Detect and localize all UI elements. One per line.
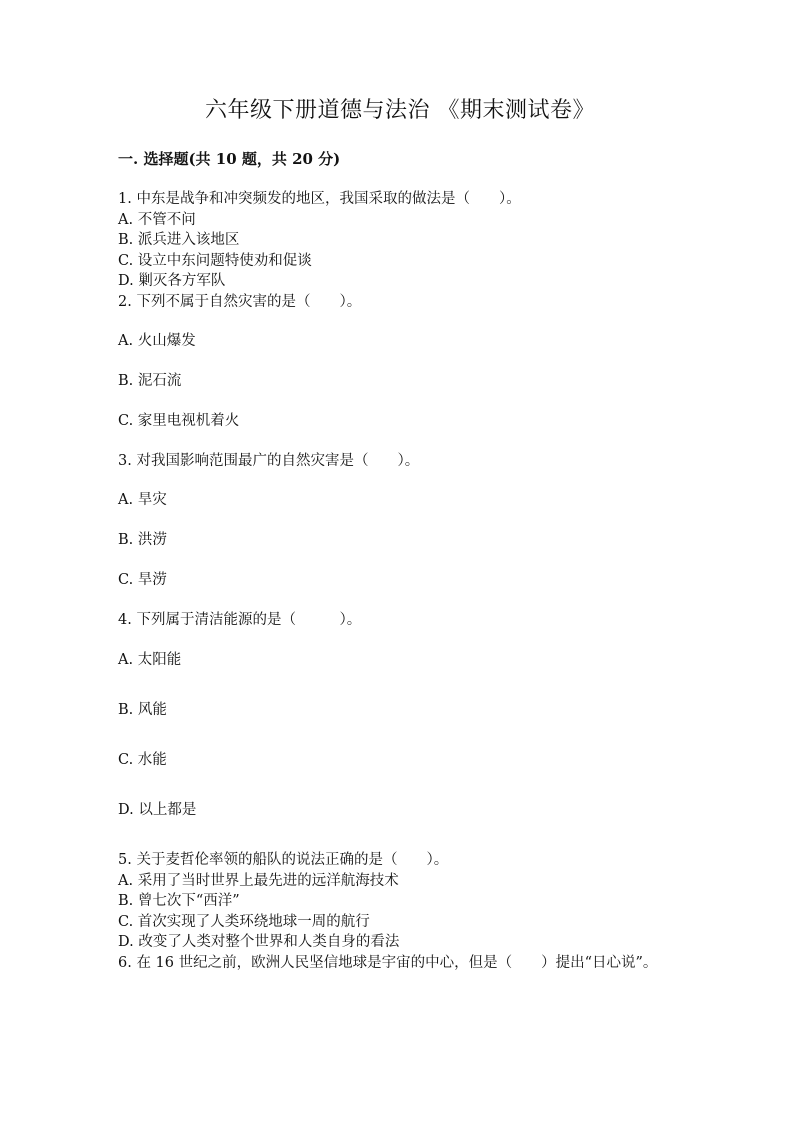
section-heading: 一. 选择题(共 10 题，共 20 分) bbox=[118, 150, 341, 168]
question-5-option-b: B. 曾七次下“西洋” bbox=[118, 893, 240, 909]
question-2-stem: 2. 下列不属于自然灾害的是（ ）。 bbox=[118, 294, 362, 310]
question-5-option-d: D. 改变了人类对整个世界和人类自身的看法 bbox=[118, 934, 400, 950]
question-5-stem: 5. 关于麦哲伦率领的船队的说法正确的是（ ）。 bbox=[118, 852, 449, 868]
question-4-option-c: C. 水能 bbox=[118, 752, 167, 768]
question-3-option-b: B. 洪涝 bbox=[118, 532, 167, 548]
question-5-option-c: C. 首次实现了人类环绕地球一周的航行 bbox=[118, 914, 370, 930]
question-1-option-d: D. 剿灭各方军队 bbox=[118, 273, 226, 289]
question-2-option-c: C. 家里电视机着火 bbox=[118, 413, 240, 429]
question-5-option-a: A. 采用了当时世界上最先进的远洋航海技术 bbox=[118, 873, 399, 889]
question-3-option-c: C. 旱涝 bbox=[118, 572, 167, 588]
question-2-option-b: B. 泥石流 bbox=[118, 373, 182, 389]
question-1-option-a: A. 不管不问 bbox=[118, 212, 196, 228]
question-2-option-a: A. 火山爆发 bbox=[118, 333, 196, 349]
page-title: 六年级下册道德与法治 《期末测试卷》 bbox=[205, 98, 595, 123]
question-4-option-b: B. 风能 bbox=[118, 702, 167, 718]
question-1-option-b: B. 派兵进入该地区 bbox=[118, 232, 240, 248]
question-6-stem: 6. 在 16 世纪之前，欧洲人民坚信地球是宇宙的中心，但是（ ）提出“日心说”。 bbox=[118, 955, 658, 971]
question-4-stem: 4. 下列属于清洁能源的是（ ）。 bbox=[118, 612, 362, 628]
question-4-option-d: D. 以上都是 bbox=[118, 802, 197, 818]
question-1-stem: 1. 中东是战争和冲突频发的地区，我国采取的做法是（ ）。 bbox=[118, 191, 521, 207]
question-4-option-a: A. 太阳能 bbox=[118, 652, 182, 668]
question-1-option-c: C. 设立中东问题特使劝和促谈 bbox=[118, 253, 312, 269]
question-3-stem: 3. 对我国影响范围最广的自然灾害是（ ）。 bbox=[118, 453, 420, 469]
question-3-option-a: A. 旱灾 bbox=[118, 492, 167, 508]
